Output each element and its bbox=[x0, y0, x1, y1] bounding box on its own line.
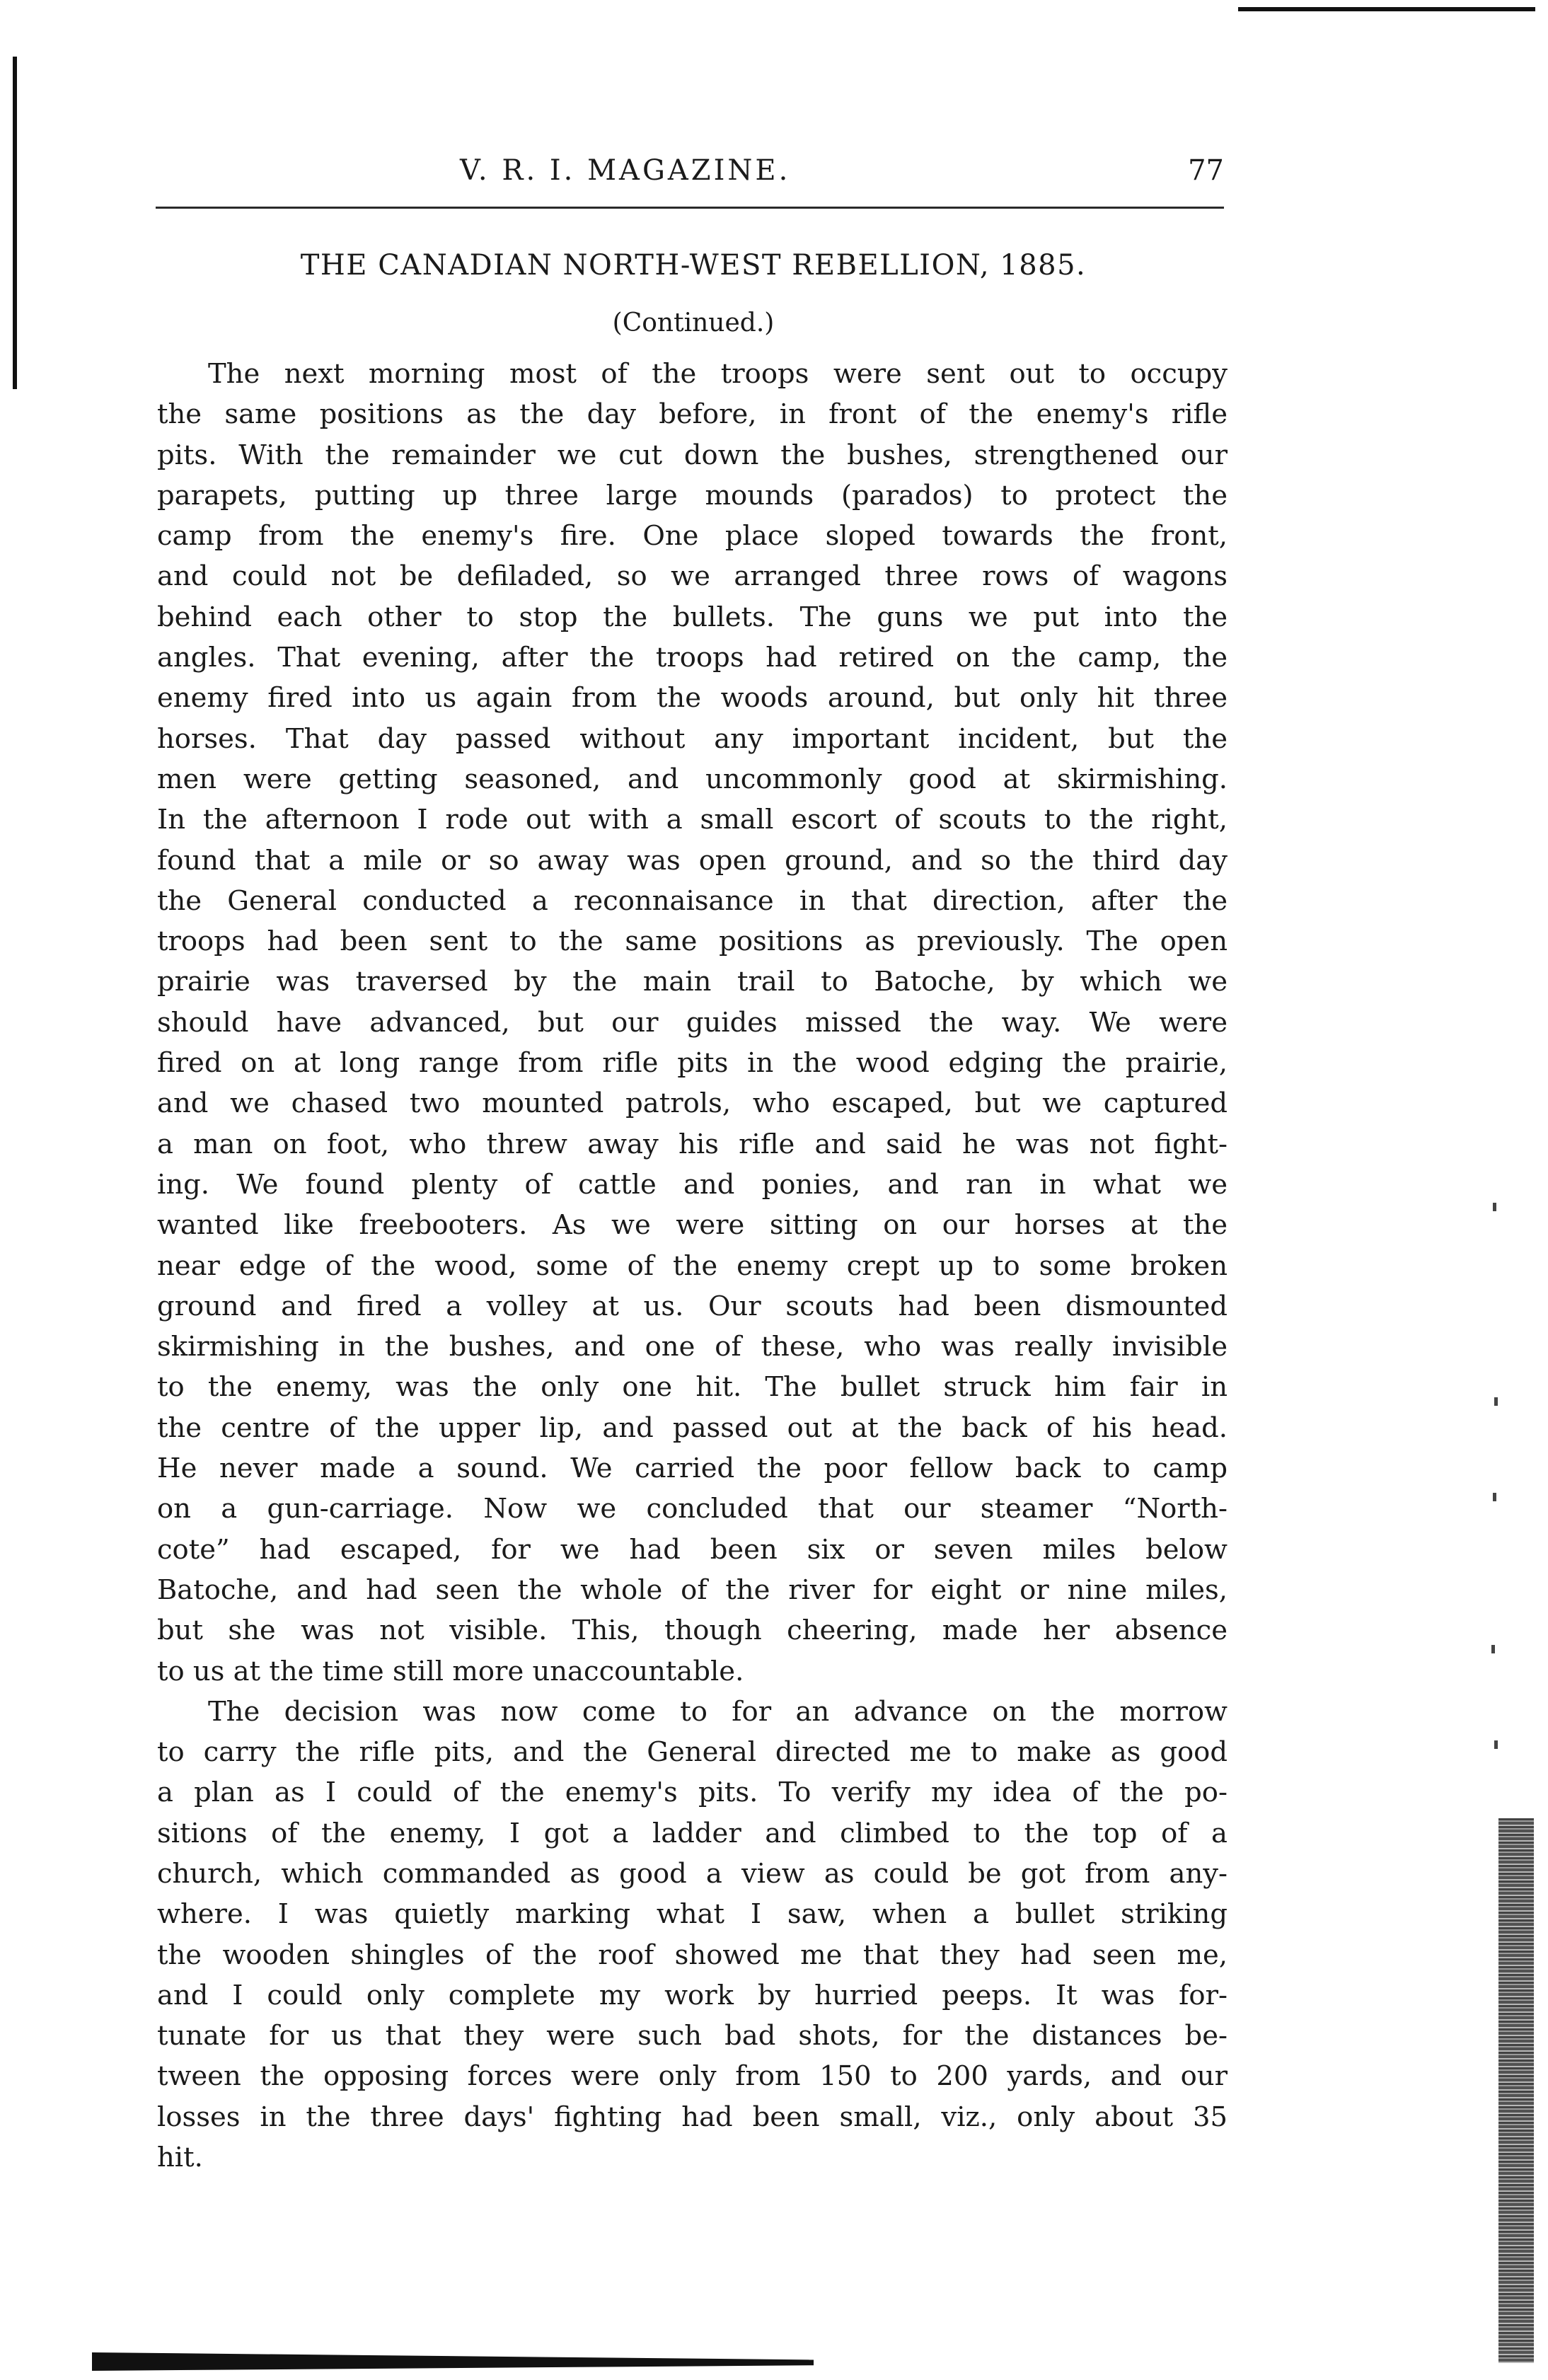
text-line: hit. bbox=[157, 2142, 203, 2174]
text-line: In the afternoon I rode out with a small escort of scouts to the right, bbox=[157, 804, 1228, 836]
text-line: a man on foot, who threw away his rifle and said he was not fight- bbox=[157, 1128, 1228, 1160]
text-line: ing. We found plenty of cattle and ponies, and ran in what we bbox=[157, 1168, 1228, 1201]
text-line: Batoche, and had seen the whole of the river for eight or nine miles, bbox=[157, 1573, 1228, 1606]
text-line: troops had been sent to the same positions as previously. The open bbox=[157, 925, 1228, 958]
text-line: He never made a sound. We carried the poor fellow back to camp bbox=[157, 1452, 1228, 1485]
scan-speckle bbox=[1491, 1645, 1495, 1653]
text-line: but she was not visible. This, though cheering, made her absence bbox=[157, 1614, 1228, 1647]
text-line: The next morning most of the troops were sent out to occupy bbox=[208, 358, 1228, 390]
text-line: should have advanced, but our guides missed the way. We were bbox=[157, 1006, 1228, 1039]
scan-speckle bbox=[1493, 1493, 1496, 1501]
text-line: the wooden shingles of the roof showed me that they had seen me, bbox=[157, 1939, 1228, 1971]
text-line: to the enemy, was the only one hit. The bullet struck him fair in bbox=[157, 1371, 1228, 1404]
text-line: enemy fired into us again from the woods around, but only hit three bbox=[157, 682, 1228, 715]
article-body bbox=[157, 354, 1228, 2178]
scan-edge-mark-bottom bbox=[92, 2352, 814, 2371]
text-line: skirmishing in the bushes, and one of these, who was really invisible bbox=[157, 1331, 1228, 1363]
text-line: near edge of the wood, some of the enemy crept up to some broken bbox=[157, 1249, 1228, 1282]
article-title: THE CANADIAN NORTH-WEST REBELLION, 1885. bbox=[300, 249, 1087, 282]
text-line: and we chased two mounted patrols, who escaped, but we captured bbox=[157, 1087, 1228, 1120]
scan-edge-mark-left bbox=[13, 57, 17, 389]
scan-speckle bbox=[1493, 1203, 1496, 1211]
text-line: parapets, putting up three large mounds (parados) to protect the bbox=[157, 479, 1228, 512]
text-line: The decision was now come to for an advance on the morrow bbox=[208, 1695, 1228, 1728]
scan-edge-mark-top bbox=[1238, 7, 1535, 11]
text-line: sitions of the enemy, I got a ladder and climbed to the top of a bbox=[157, 1817, 1228, 1849]
text-line: tween the opposing forces were only from 150 to 200 yards, and our bbox=[157, 2060, 1228, 2093]
text-line: to us at the time still more unaccountable. bbox=[157, 1655, 744, 1687]
text-line: to carry the rifle pits, and the General directed me to make as good bbox=[157, 1736, 1228, 1769]
header-rule bbox=[156, 207, 1224, 209]
text-line: camp from the enemy's fire. One place sloped towards the front, bbox=[157, 520, 1228, 553]
continued-note: (Continued.) bbox=[612, 308, 775, 337]
text-line: and could not be defiladed, so we arranged three rows of wagons bbox=[157, 560, 1228, 593]
page-number: 77 bbox=[1188, 154, 1224, 187]
text-line: angles. That evening, after the troops had retired on the camp, the bbox=[157, 642, 1228, 674]
text-line: losses in the three days' fighting had been small, viz., only about 35 bbox=[157, 2101, 1228, 2133]
scan-edge-strip-right bbox=[1498, 1818, 1534, 2363]
magazine-title: V. R. I. MAGAZINE. bbox=[460, 154, 791, 187]
text-line: pits. With the remainder we cut down the bushes, strengthened our bbox=[157, 439, 1228, 471]
text-line: tunate for us that they were such bad shots, for the distances be- bbox=[157, 2020, 1228, 2052]
text-line: men were getting seasoned, and uncommonly good at skirmishing. bbox=[157, 763, 1228, 795]
text-line: where. I was quietly marking what I saw, when a bullet striking bbox=[157, 1898, 1228, 1931]
text-line: wanted like freebooters. As we were sitting on our horses at the bbox=[157, 1209, 1228, 1242]
text-line: ground and fired a volley at us. Our scouts had been dismounted bbox=[157, 1290, 1228, 1322]
text-line: behind each other to stop the bullets. The guns we put into the bbox=[157, 601, 1228, 633]
running-header bbox=[156, 154, 1224, 204]
scan-speckle bbox=[1494, 1740, 1498, 1749]
text-line: and I could only complete my work by hurried peeps. It was for- bbox=[157, 1979, 1228, 2011]
text-line: found that a mile or so away was open ground, and so the third day bbox=[157, 844, 1228, 877]
text-line: church, which commanded as good a view as could be got from any- bbox=[157, 1857, 1228, 1890]
scan-speckle bbox=[1494, 1397, 1498, 1406]
text-line: the centre of the upper lip, and passed out at the back of his head. bbox=[157, 1411, 1228, 1444]
text-line: horses. That day passed without any important incident, but the bbox=[157, 722, 1228, 755]
text-line: on a gun-carriage. Now we concluded that our steamer “North- bbox=[157, 1493, 1228, 1525]
text-line: fired on at long range from rifle pits in the wood edging the prairie, bbox=[157, 1047, 1228, 1080]
text-line: prairie was traversed by the main trail to Batoche, by which we bbox=[157, 966, 1228, 998]
text-line: a plan as I could of the enemy's pits. To verify my idea of the po- bbox=[157, 1777, 1228, 1809]
text-line: cote” had escaped, for we had been six or seven miles below bbox=[157, 1533, 1228, 1566]
text-line: the same positions as the day before, in front of the enemy's rifle bbox=[157, 398, 1228, 431]
text-line: the General conducted a reconnaisance in that direction, after the bbox=[157, 884, 1228, 917]
